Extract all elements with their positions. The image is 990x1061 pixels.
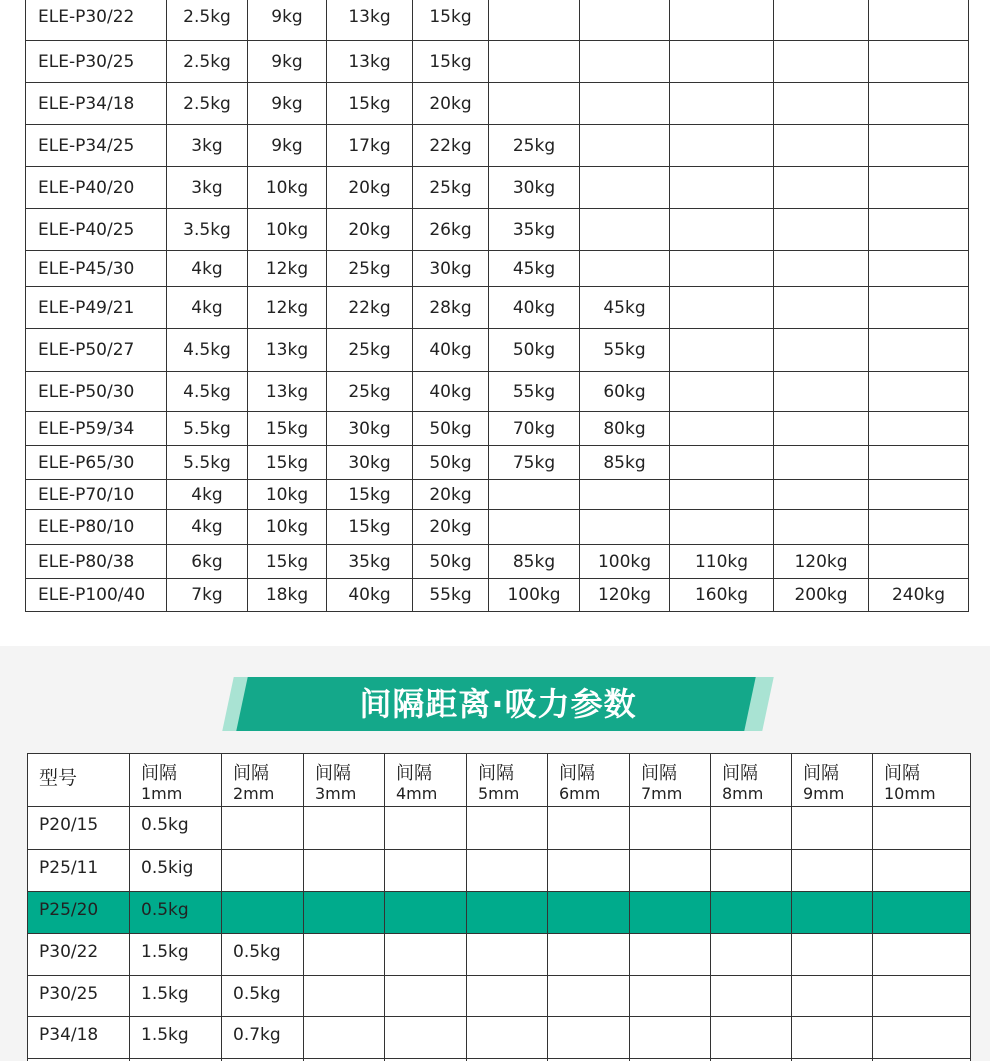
table-row	[26, 329, 969, 372]
section-title: 间隔距离·吸力参数	[359, 685, 637, 723]
force-cell: 25kg	[413, 167, 489, 209]
force-cell	[222, 892, 304, 934]
force-cell: 50kg	[413, 446, 489, 480]
force-cell: 20kg	[413, 510, 489, 545]
force-cell: 40kg	[413, 372, 489, 412]
force-cell	[580, 167, 670, 209]
force-cell: 20kg	[327, 167, 413, 209]
force-cell: 2.5kg	[167, 41, 248, 83]
force-cell: 10kg	[248, 480, 327, 510]
force-cell	[670, 125, 774, 167]
model-cell: ELE-P30/22	[26, 0, 167, 41]
force-cell: 0.5kg	[222, 976, 304, 1017]
force-cell	[580, 209, 670, 251]
force-cell	[869, 167, 969, 209]
table-row	[28, 934, 971, 976]
force-cell	[670, 329, 774, 372]
force-cell	[467, 807, 548, 850]
force-cell	[467, 850, 548, 892]
model-cell: ELE-P40/25	[26, 209, 167, 251]
model-cell: P30/22	[28, 934, 130, 976]
force-cell	[630, 976, 711, 1017]
force-cell	[385, 807, 467, 850]
force-cell	[304, 850, 385, 892]
model-cell: ELE-P50/27	[26, 329, 167, 372]
force-cell	[630, 807, 711, 850]
force-cell: 75kg	[489, 446, 580, 480]
force-cell	[467, 934, 548, 976]
force-cell	[774, 329, 869, 372]
force-cell	[222, 850, 304, 892]
force-cell	[580, 125, 670, 167]
force-cell: 0.5kig	[130, 850, 222, 892]
force-cell: 9kg	[248, 125, 327, 167]
force-cell: 15kg	[248, 446, 327, 480]
force-cell	[869, 251, 969, 287]
force-cell	[630, 1017, 711, 1059]
force-cell: 20kg	[327, 209, 413, 251]
force-cell	[792, 807, 873, 850]
force-cell	[580, 0, 670, 41]
force-cell	[869, 209, 969, 251]
force-cell: 4.5kg	[167, 372, 248, 412]
force-cell	[869, 446, 969, 480]
force-cell: 0.5kg	[222, 934, 304, 976]
table-row	[26, 579, 969, 612]
force-cell: 3kg	[167, 125, 248, 167]
table-row	[26, 545, 969, 579]
header-gap-9mm: 间隔 9mm	[792, 754, 873, 807]
force-cell	[489, 0, 580, 41]
force-cell	[869, 0, 969, 41]
force-cell: 120kg	[580, 579, 670, 612]
table-header-row	[28, 754, 971, 807]
force-cell: 100kg	[580, 545, 670, 579]
force-cell	[774, 125, 869, 167]
force-cell	[670, 287, 774, 329]
force-cell: 20kg	[413, 83, 489, 125]
force-cell: 6kg	[167, 545, 248, 579]
force-cell	[385, 850, 467, 892]
force-cell	[711, 934, 792, 976]
model-cell: P30/25	[28, 976, 130, 1017]
table-row	[26, 83, 969, 125]
force-cell	[792, 850, 873, 892]
force-cell	[548, 850, 630, 892]
force-cell: 7kg	[167, 579, 248, 612]
force-cell	[792, 934, 873, 976]
force-cell: 10kg	[248, 510, 327, 545]
force-cell: 240kg	[869, 579, 969, 612]
force-cell	[670, 209, 774, 251]
model-cell: P20/15	[28, 807, 130, 850]
force-cell: 15kg	[248, 545, 327, 579]
force-cell	[774, 167, 869, 209]
force-cell	[869, 372, 969, 412]
model-cell: ELE-P34/18	[26, 83, 167, 125]
force-cell: 1.5kg	[130, 934, 222, 976]
force-cell	[580, 480, 670, 510]
force-cell: 200kg	[774, 579, 869, 612]
force-cell	[670, 510, 774, 545]
table-row	[26, 480, 969, 510]
force-cell: 5.5kg	[167, 446, 248, 480]
force-cell	[711, 807, 792, 850]
model-cell: ELE-P50/30	[26, 372, 167, 412]
model-cell: ELE-P80/38	[26, 545, 167, 579]
model-cell: ELE-P45/30	[26, 251, 167, 287]
model-cell: ELE-P40/20	[26, 167, 167, 209]
force-cell	[548, 934, 630, 976]
force-cell	[630, 892, 711, 934]
table-row	[28, 1017, 971, 1059]
force-cell	[489, 510, 580, 545]
force-cell	[774, 209, 869, 251]
force-cell	[873, 1017, 971, 1059]
force-cell	[869, 510, 969, 545]
force-cell: 25kg	[489, 125, 580, 167]
force-cell: 4kg	[167, 480, 248, 510]
force-cell	[670, 372, 774, 412]
force-cell	[489, 83, 580, 125]
force-cell: 40kg	[327, 579, 413, 612]
force-cell	[792, 892, 873, 934]
force-cell: 13kg	[248, 329, 327, 372]
force-cell: 18kg	[248, 579, 327, 612]
model-cell: P25/11	[28, 850, 130, 892]
force-cell	[304, 1017, 385, 1059]
header-gap-3mm: 间隔 3mm	[304, 754, 385, 807]
force-cell	[670, 412, 774, 446]
force-cell: 160kg	[670, 579, 774, 612]
force-cell: 30kg	[327, 412, 413, 446]
header-gap-6mm: 间隔 6mm	[548, 754, 630, 807]
force-cell	[711, 976, 792, 1017]
force-cell: 55kg	[413, 579, 489, 612]
force-cell: 1.5kg	[130, 1017, 222, 1059]
force-cell: 110kg	[670, 545, 774, 579]
gap-force-table	[27, 753, 971, 1061]
force-cell: 35kg	[489, 209, 580, 251]
force-cell	[774, 0, 869, 41]
force-cell: 25kg	[327, 372, 413, 412]
force-cell: 10kg	[248, 209, 327, 251]
force-cell	[580, 41, 670, 83]
model-cell: P25/20	[28, 892, 130, 934]
force-cell: 25kg	[327, 251, 413, 287]
force-cell	[774, 510, 869, 545]
force-cell: 85kg	[489, 545, 580, 579]
force-cell	[792, 1017, 873, 1059]
table-row	[26, 125, 969, 167]
force-cell: 28kg	[413, 287, 489, 329]
force-cell: 45kg	[580, 287, 670, 329]
force-cell	[711, 850, 792, 892]
force-cell	[869, 545, 969, 579]
force-cell: 45kg	[489, 251, 580, 287]
force-cell: 50kg	[413, 545, 489, 579]
force-cell	[711, 1017, 792, 1059]
model-cell: P34/18	[28, 1017, 130, 1059]
force-cell	[774, 372, 869, 412]
force-cell: 4kg	[167, 251, 248, 287]
force-cell: 17kg	[327, 125, 413, 167]
force-cell: 35kg	[327, 545, 413, 579]
force-cell: 15kg	[327, 480, 413, 510]
force-cell	[222, 807, 304, 850]
table-row-highlighted	[28, 892, 971, 934]
header-gap-5mm: 间隔 5mm	[467, 754, 548, 807]
force-cell: 20kg	[413, 480, 489, 510]
force-cell: 2.5kg	[167, 83, 248, 125]
force-cell: 0.5kg	[130, 807, 222, 850]
force-cell: 1.5kg	[130, 976, 222, 1017]
force-cell: 3.5kg	[167, 209, 248, 251]
force-cell	[304, 934, 385, 976]
force-cell: 55kg	[489, 372, 580, 412]
force-cell	[792, 976, 873, 1017]
force-cell: 55kg	[580, 329, 670, 372]
force-cell	[869, 83, 969, 125]
table-row	[28, 850, 971, 892]
table-row	[26, 209, 969, 251]
force-cell: 30kg	[413, 251, 489, 287]
force-cell: 120kg	[774, 545, 869, 579]
force-cell: 85kg	[580, 446, 670, 480]
force-cell	[467, 1017, 548, 1059]
force-cell: 80kg	[580, 412, 670, 446]
model-cell: ELE-P65/30	[26, 446, 167, 480]
force-cell	[304, 976, 385, 1017]
force-cell: 2.5kg	[167, 0, 248, 41]
force-cell	[304, 807, 385, 850]
force-cell: 12kg	[248, 251, 327, 287]
model-cell: ELE-P100/40	[26, 579, 167, 612]
force-cell: 13kg	[327, 0, 413, 41]
force-cell	[869, 412, 969, 446]
force-cell: 40kg	[489, 287, 580, 329]
force-cell	[774, 83, 869, 125]
header-gap-8mm: 间隔 8mm	[711, 754, 792, 807]
header-gap-1mm: 间隔 1mm	[130, 754, 222, 807]
section-title-banner	[228, 677, 768, 731]
model-cell: ELE-P34/25	[26, 125, 167, 167]
force-cell	[873, 892, 971, 934]
header-gap-4mm: 间隔 4mm	[385, 754, 467, 807]
force-cell: 70kg	[489, 412, 580, 446]
force-cell	[869, 41, 969, 83]
force-cell: 15kg	[248, 412, 327, 446]
table-row	[26, 41, 969, 83]
force-cell: 30kg	[327, 446, 413, 480]
model-cell: ELE-P49/21	[26, 287, 167, 329]
table-row	[26, 412, 969, 446]
force-cell	[869, 287, 969, 329]
force-cell	[774, 41, 869, 83]
force-cell: 50kg	[413, 412, 489, 446]
force-cell: 4.5kg	[167, 329, 248, 372]
force-cell	[580, 83, 670, 125]
force-cell	[873, 934, 971, 976]
force-cell: 9kg	[248, 83, 327, 125]
table-row	[26, 287, 969, 329]
force-cell	[630, 934, 711, 976]
force-cell	[873, 807, 971, 850]
force-cell: 10kg	[248, 167, 327, 209]
force-cell: 4kg	[167, 287, 248, 329]
table-row	[28, 976, 971, 1017]
model-cell: ELE-P80/10	[26, 510, 167, 545]
force-cell	[774, 446, 869, 480]
force-cell: 26kg	[413, 209, 489, 251]
force-cell	[873, 850, 971, 892]
gap-force-section	[0, 646, 990, 1061]
table-row	[26, 251, 969, 287]
table-row	[26, 372, 969, 412]
model-cell: ELE-P59/34	[26, 412, 167, 446]
force-cell	[670, 446, 774, 480]
force-cell	[489, 480, 580, 510]
force-cell	[869, 329, 969, 372]
force-cell: 13kg	[327, 41, 413, 83]
force-cell: 60kg	[580, 372, 670, 412]
force-cell	[385, 1017, 467, 1059]
force-cell	[548, 1017, 630, 1059]
force-cell	[670, 480, 774, 510]
force-cell	[385, 892, 467, 934]
force-cell	[548, 892, 630, 934]
force-cell	[580, 510, 670, 545]
force-cell	[670, 0, 774, 41]
force-cell: 9kg	[248, 0, 327, 41]
header-gap-10mm: 间隔 10mm	[873, 754, 971, 807]
force-cell	[304, 892, 385, 934]
force-cell	[869, 125, 969, 167]
force-cell	[869, 480, 969, 510]
force-cell	[630, 850, 711, 892]
force-cell: 5.5kg	[167, 412, 248, 446]
force-cell: 22kg	[413, 125, 489, 167]
force-cell: 30kg	[489, 167, 580, 209]
force-cell	[670, 251, 774, 287]
force-cell	[548, 807, 630, 850]
header-gap-7mm: 间隔 7mm	[630, 754, 711, 807]
suction-force-table	[25, 0, 969, 612]
force-cell: 0.7kg	[222, 1017, 304, 1059]
table-row	[26, 510, 969, 545]
table-row	[26, 446, 969, 480]
force-cell: 0.5kg	[130, 892, 222, 934]
force-cell: 22kg	[327, 287, 413, 329]
force-cell	[580, 251, 670, 287]
force-cell: 25kg	[327, 329, 413, 372]
force-cell	[467, 976, 548, 1017]
force-cell	[774, 287, 869, 329]
force-cell: 100kg	[489, 579, 580, 612]
force-cell	[873, 976, 971, 1017]
model-cell: ELE-P70/10	[26, 480, 167, 510]
table-row	[28, 807, 971, 850]
force-cell: 15kg	[327, 510, 413, 545]
force-cell: 50kg	[489, 329, 580, 372]
force-cell: 15kg	[327, 83, 413, 125]
force-cell	[489, 41, 580, 83]
force-cell: 40kg	[413, 329, 489, 372]
force-cell	[670, 83, 774, 125]
table-row	[26, 167, 969, 209]
force-cell	[774, 412, 869, 446]
force-cell	[774, 251, 869, 287]
force-cell: 15kg	[413, 0, 489, 41]
force-cell	[385, 934, 467, 976]
force-cell: 4kg	[167, 510, 248, 545]
force-cell: 9kg	[248, 41, 327, 83]
force-cell	[467, 892, 548, 934]
header-model: 型号	[28, 754, 130, 807]
table-row	[26, 0, 969, 41]
force-cell	[385, 976, 467, 1017]
force-cell	[774, 480, 869, 510]
force-cell: 13kg	[248, 372, 327, 412]
force-cell	[548, 976, 630, 1017]
force-cell	[711, 892, 792, 934]
force-cell	[670, 41, 774, 83]
model-cell: ELE-P30/25	[26, 41, 167, 83]
force-cell: 3kg	[167, 167, 248, 209]
force-cell: 15kg	[413, 41, 489, 83]
force-cell	[670, 167, 774, 209]
header-gap-2mm: 间隔 2mm	[222, 754, 304, 807]
force-cell: 12kg	[248, 287, 327, 329]
